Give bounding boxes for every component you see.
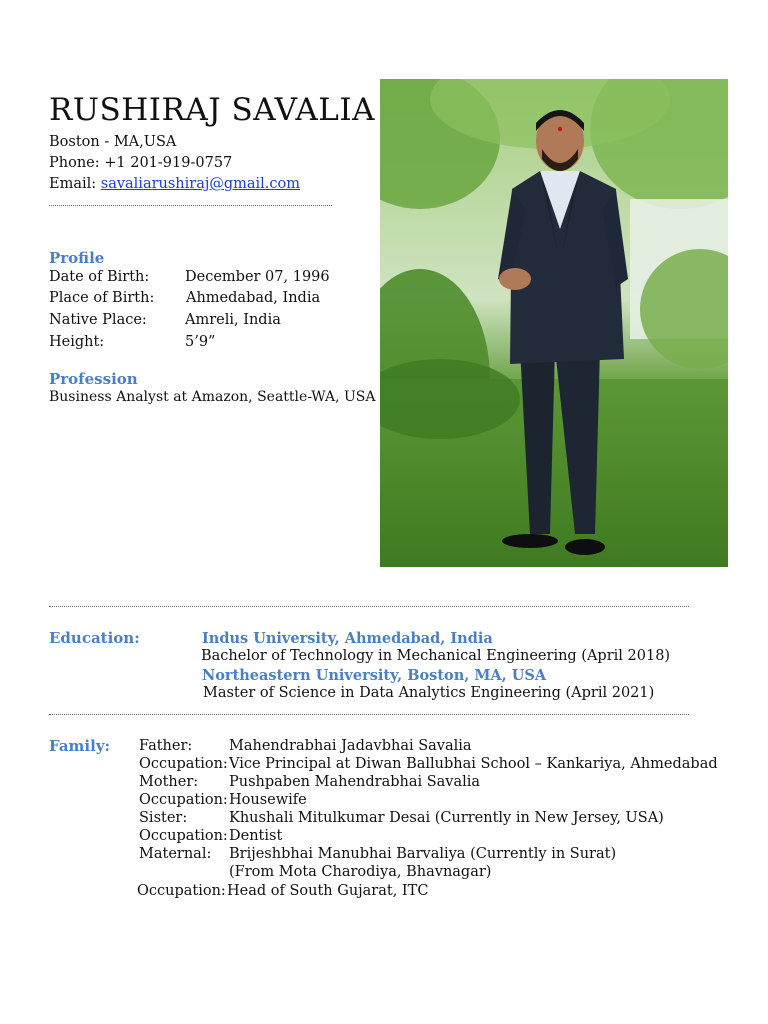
header-divider — [49, 205, 332, 206]
email-label: Email: — [49, 176, 101, 192]
education-heading: Education: — [49, 629, 140, 647]
profile-label: Native Place: — [49, 312, 147, 328]
family-label: Mother: — [139, 774, 199, 790]
family-value: Brijeshbhai Manubhai Barvaliya (Currently in Surat) — [229, 846, 617, 862]
profile-label: Place of Birth: — [49, 290, 155, 306]
location: Boston - MA,USA — [49, 134, 177, 150]
family-value: Housewife — [229, 792, 307, 808]
profile-photo — [380, 79, 728, 567]
candidate-name: RUSHIRAJ SAVALIA — [49, 92, 375, 128]
profile-label: Height: — [49, 334, 105, 350]
email-line — [49, 176, 300, 192]
profile-row — [49, 290, 320, 306]
family-row — [139, 810, 664, 826]
profile-value: Ahmedabad, India — [186, 290, 321, 306]
profession-heading: Profession — [49, 370, 138, 388]
family-label: Occupation: — [139, 756, 228, 772]
family-label: Occupation: — [137, 883, 226, 899]
family-row — [139, 756, 718, 772]
profile-value: December 07, 1996 — [185, 269, 330, 285]
profile-row — [49, 312, 281, 328]
profile-value: Amreli, India — [185, 312, 281, 328]
portrait-image — [380, 79, 728, 567]
profile-label: Date of Birth: — [49, 269, 150, 285]
family-label: Occupation: — [139, 792, 228, 808]
family-row — [139, 846, 616, 862]
education-institution: Indus University, Ahmedabad, India — [202, 630, 493, 647]
family-value: Mahendrabhai Jadavbhai Savalia — [229, 738, 472, 754]
family-label: Maternal: — [139, 846, 212, 862]
profile-value: 5’9” — [185, 334, 216, 350]
family-row — [137, 883, 428, 899]
profile-heading: Profile — [49, 249, 105, 267]
profile-row — [49, 269, 330, 285]
section-divider — [49, 606, 689, 607]
profile-row — [49, 334, 215, 350]
email-link[interactable]: savaliarushiraj@gmail.com — [100, 176, 301, 192]
education-institution: Northeastern University, Boston, MA, USA — [202, 667, 547, 684]
profession-text: Business Analyst at Amazon, Seattle-WA, USA — [49, 389, 376, 405]
family-value: Vice Principal at Diwan Ballubhai School – Kankariya, Ahmedabad — [229, 756, 718, 772]
family-row — [139, 864, 491, 880]
family-heading: Family: — [49, 737, 111, 755]
family-value: (From Mota Charodiya, Bhavnagar) — [229, 864, 492, 880]
family-row — [139, 738, 472, 754]
family-label: Sister: — [139, 810, 188, 826]
phone: Phone: +1 201-919-0757 — [49, 155, 233, 171]
family-value: Khushali Mitulkumar Desai (Currently in New Jersey, USA) — [229, 810, 664, 826]
family-value: Pushpaben Mahendrabhai Savalia — [229, 774, 481, 790]
family-value: Head of South Gujarat, ITC — [227, 883, 429, 899]
education-degree: Bachelor of Technology in Mechanical Engineering (April 2018) — [201, 648, 671, 664]
education-degree: Master of Science in Data Analytics Engineering (April 2021) — [203, 685, 655, 701]
section-divider — [49, 714, 689, 715]
family-label: Father: — [139, 738, 193, 754]
family-value: Dentist — [229, 828, 283, 844]
family-label: Occupation: — [139, 828, 228, 844]
family-row — [139, 774, 480, 790]
family-row — [139, 828, 282, 844]
family-row — [139, 792, 307, 808]
